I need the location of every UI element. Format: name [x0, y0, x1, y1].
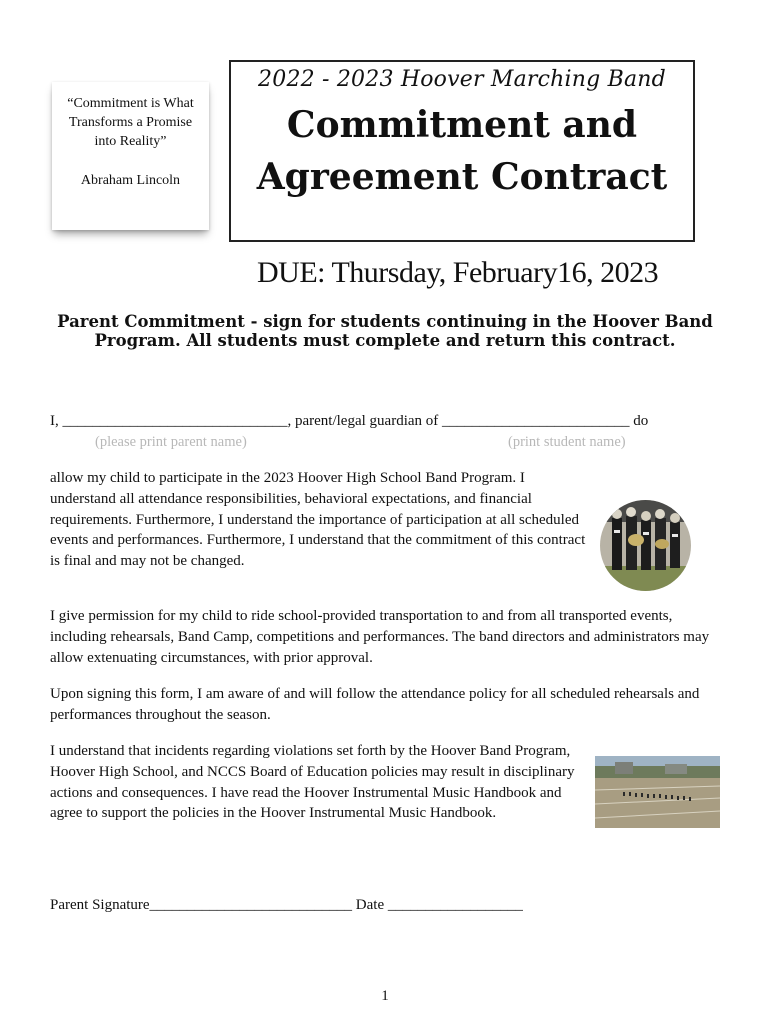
parent-commitment-heading: Parent Commitment - sign for students continuing in the Hoover Band Program. All students must complete and return this contract. [57, 312, 713, 350]
band-photo-circle [600, 500, 691, 591]
transportation-paragraph: I give permission for my child to ride school-provided transportation to and from all transported events, including rehearsals, Band Camp, competitions and performances. The band directors and administrators may allow extenuating circumstances, with prior approval. [50, 608, 710, 666]
violations-paragraph: I understand that incidents regarding violations set forth by the Hoover Band Program, Hoover High School, and NCCS Board of Education policies may result in disciplinary actions and consequences. I have read the Hoover Instrumental Music Handbook and agree to support the policies in the Hoover Instrumental Music Handbook. [50, 743, 575, 822]
band-field-photo [595, 756, 720, 828]
parent-signature-line: Parent Signature___________________________ Date __________________ [50, 897, 523, 913]
parent-name-hint: (please print parent name) [95, 434, 247, 450]
title-main [231, 99, 693, 203]
title-line-1: Commitment and [286, 104, 638, 146]
title-line-2: Agreement Contract [256, 156, 668, 198]
title-box [229, 60, 695, 242]
guardian-fill-in-line: I, ______________________________, parent/legal guardian of _________________________ do [50, 413, 649, 429]
student-name-hint: (print student name) [508, 434, 626, 450]
page-number: 1 [381, 988, 389, 1004]
due-date: DUE: Thursday, February16, 2023 [257, 256, 659, 289]
quote-author: Abraham Lincoln [80, 173, 181, 188]
quote-card [52, 82, 209, 230]
attendance-paragraph: Upon signing this form, I am aware of and will follow the attendance policy for all scheduled rehearsals and performances throughout the season. [50, 686, 700, 723]
quote-text: “Commitment is What Transforms a Promise into Reality” [67, 96, 194, 149]
title-season: 2022 - 2023 Hoover Marching Band [258, 67, 666, 92]
participation-paragraph: allow my child to participate in the 2023 Hoover High School Band Program. I understand all attendance responsibilities, behavioral expectations, and financial requirements. Furthermore, I understand the importance of participation at all scheduled events and performances. Furthermore, I understand that the commitment of this contract is final and may not be changed. [50, 470, 586, 570]
